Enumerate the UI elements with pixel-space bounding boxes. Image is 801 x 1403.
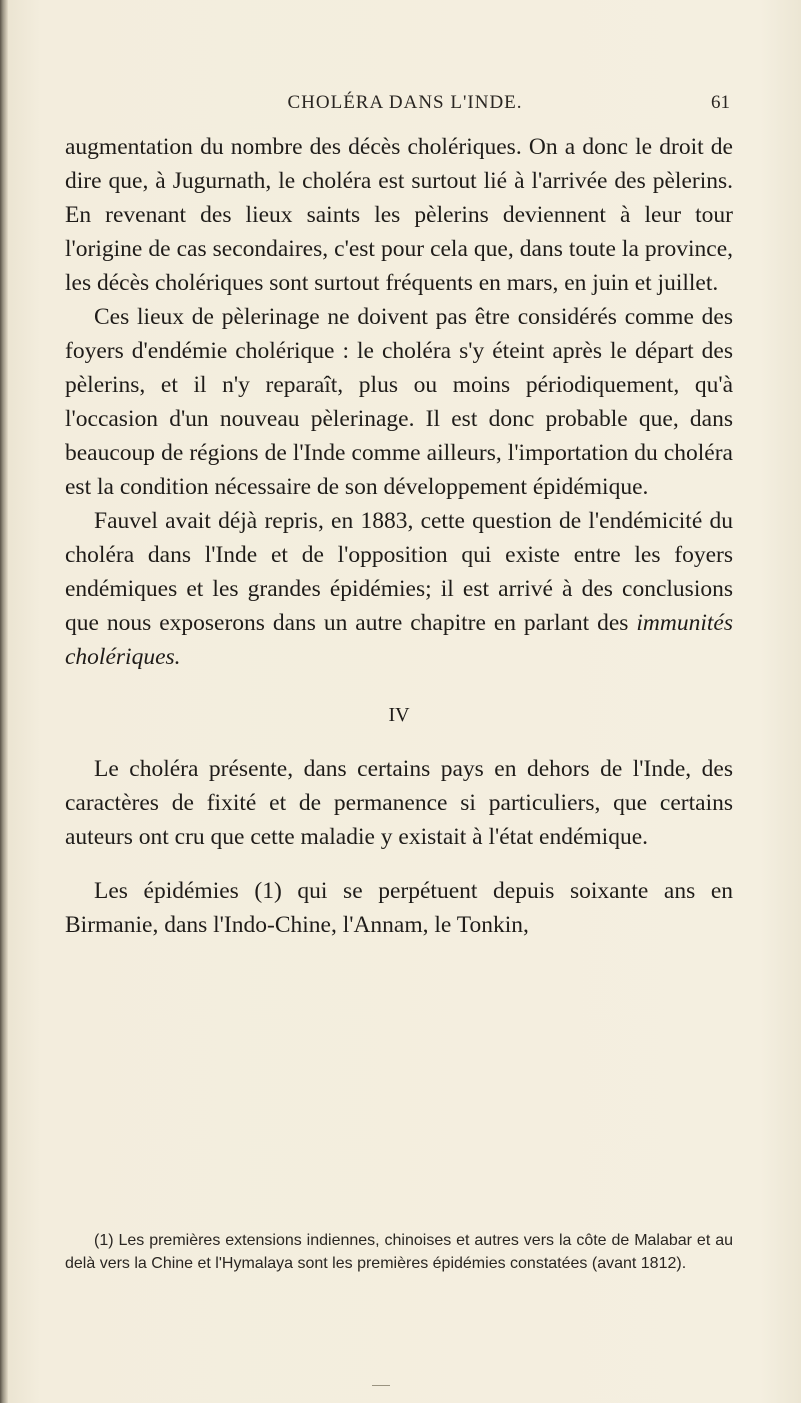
paragraph-2: Ces lieux de pèlerinage ne doivent pas être considérés comme des foyers d'endémie cholérique : le choléra s'y éteint après le départ des pèlerins, et il n'y reparaît, plus ou moins périodiquement, qu'à l'occasion d'un nouveau pèlerinage. Il est donc probable que, dans beaucoup de régions de l'Inde comme ailleurs, l'importation du choléra est la condition nécessaire de son développement épidémique. xyxy=(65,304,733,500)
running-title: CHOLÉRA DANS L'INDE. xyxy=(287,92,523,113)
body-text xyxy=(65,130,733,942)
paragraph-gap xyxy=(65,854,733,874)
binding-edge xyxy=(0,0,8,1403)
section-numeral: IV xyxy=(388,704,410,726)
paragraph-5: Les épidémies (1) qui se perpétuent depuis soixante ans en Birmanie, dans l'Indo-Chine, l'Annam, le Tonkin, xyxy=(65,878,733,938)
page-number: 61 xyxy=(711,92,730,113)
signature-mark xyxy=(372,1385,390,1386)
paragraph-3 xyxy=(65,504,733,674)
footnote xyxy=(65,1229,733,1275)
paragraph-3-text: Fauvel avait déjà repris, en 1883, cette question de l'endémicité du choléra dans l'Inde et de l'opposition qui existe entre les foyers endémiques et les grandes épidémies; il est arrivé à des conclusions que nous exposerons dans un autre chapitre en parlant des xyxy=(65,508,733,636)
paragraph-4: Le choléra présente, dans certains pays en dehors de l'Inde, des caractères de fixité et de permanence si particuliers, que certains auteurs ont cru que cette maladie y existait à l'état endémique. xyxy=(65,756,733,850)
paragraph-1: augmentation du nombre des décès cholériques. On a donc le droit de dire que, à Jugurnath, le choléra est surtout lié à l'arrivée des pèlerins. En revenant des lieux saints les pèlerins deviennent à leur tour l'origine de cas secondaires, c'est pour cela que, dans toute la province, les décès cholériques sont surtout fréquents en mars, en juin et juillet. xyxy=(65,134,733,296)
paragraph-3-italic: immunités cholériques. xyxy=(65,610,733,670)
page-header xyxy=(80,92,730,122)
footnote-text: (1) Les premières extensions indiennes, chinoises et autres vers la côte de Malabar et au delà vers la Chine et l'Hymalaya sont les premières épidémies constatées (avant 1812). xyxy=(65,1232,733,1272)
